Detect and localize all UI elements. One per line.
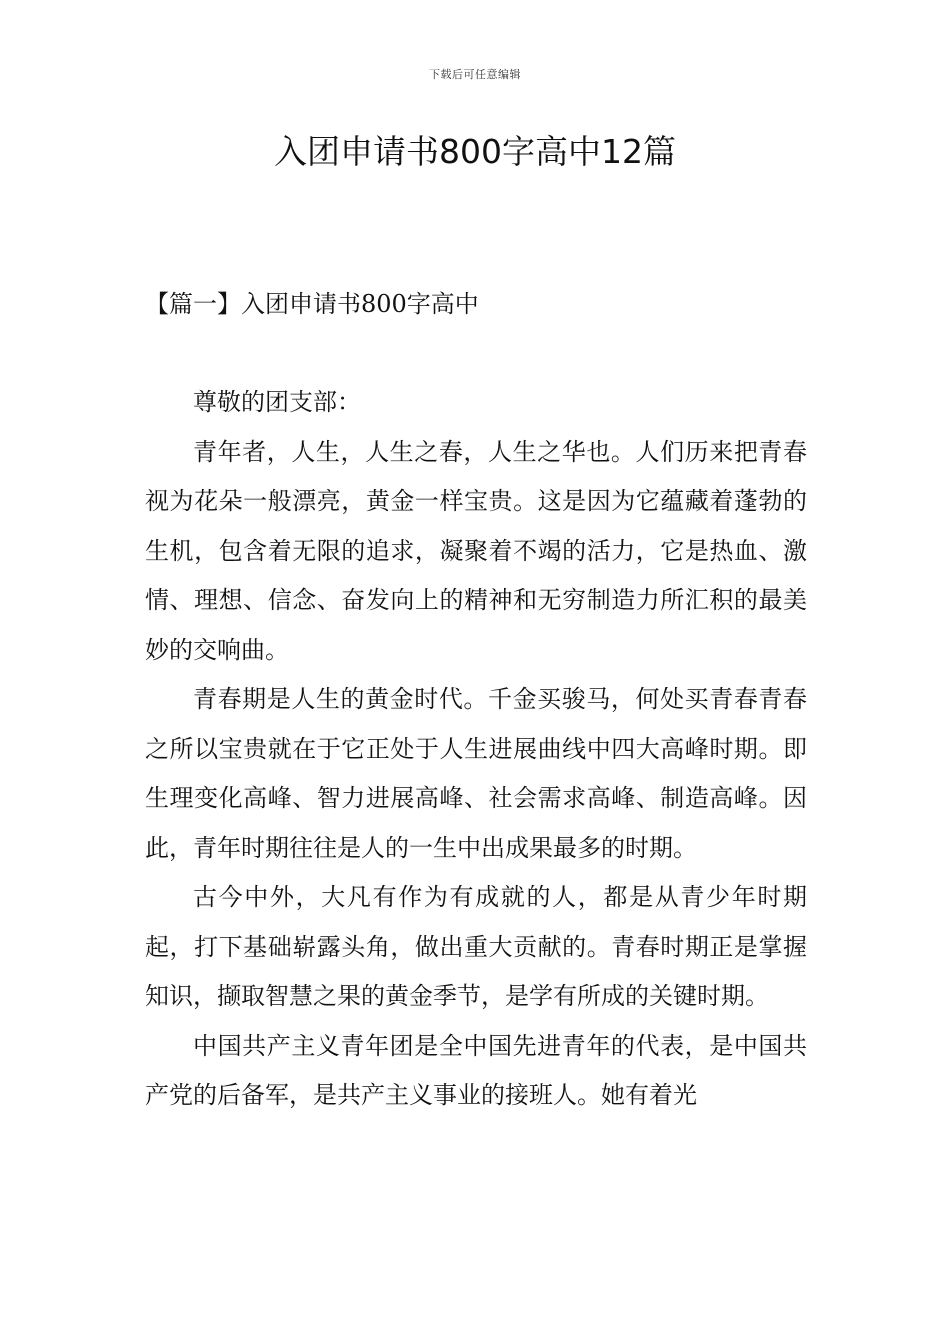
section-heading: 【篇一】入团申请书800字高中: [145, 290, 479, 318]
header-note: 下载后可任意编辑: [429, 68, 521, 81]
body-text: [145, 378, 807, 1121]
paragraph-2: 青春期是人生的黄金时代。千金买骏马，何处买青春青春之所以宝贵就在于它正处于人生进展曲线中四大高峰时期。即生理变化高峰、智力进展高峰、社会需求高峰、制造高峰。因此，青年时期往往是人的一生中出成果最多的时期。: [145, 685, 807, 862]
document-title: 入团申请书800字高中12篇: [274, 132, 676, 171]
paragraph-4: 中国共产主义青年团是全中国先进青年的代表，是中国共产党的后备军，是共产主义事业的接班人。她有着光: [145, 1031, 807, 1109]
salutation: 尊敬的团支部：: [193, 388, 361, 416]
paragraph-3: 古今中外，大凡有作为有成就的人，都是从青少年时期起，打下基础崭露头角，做出重大贡献的。青春时期正是掌握知识，撷取智慧之果的黄金季节，是学有所成的关键时期。: [145, 883, 807, 1010]
paragraph-1: 青年者，人生，人生之春，人生之华也。人们历来把青春视为花朵一般漂亮，黄金一样宝贵。这是因为它蕴藏着蓬勃的生机，包含着无限的追求，凝聚着不竭的活力，它是热血、激情、理想、信念、奋发向上的精神和无穷制造力所汇积的最美妙的交响曲。: [145, 437, 807, 664]
